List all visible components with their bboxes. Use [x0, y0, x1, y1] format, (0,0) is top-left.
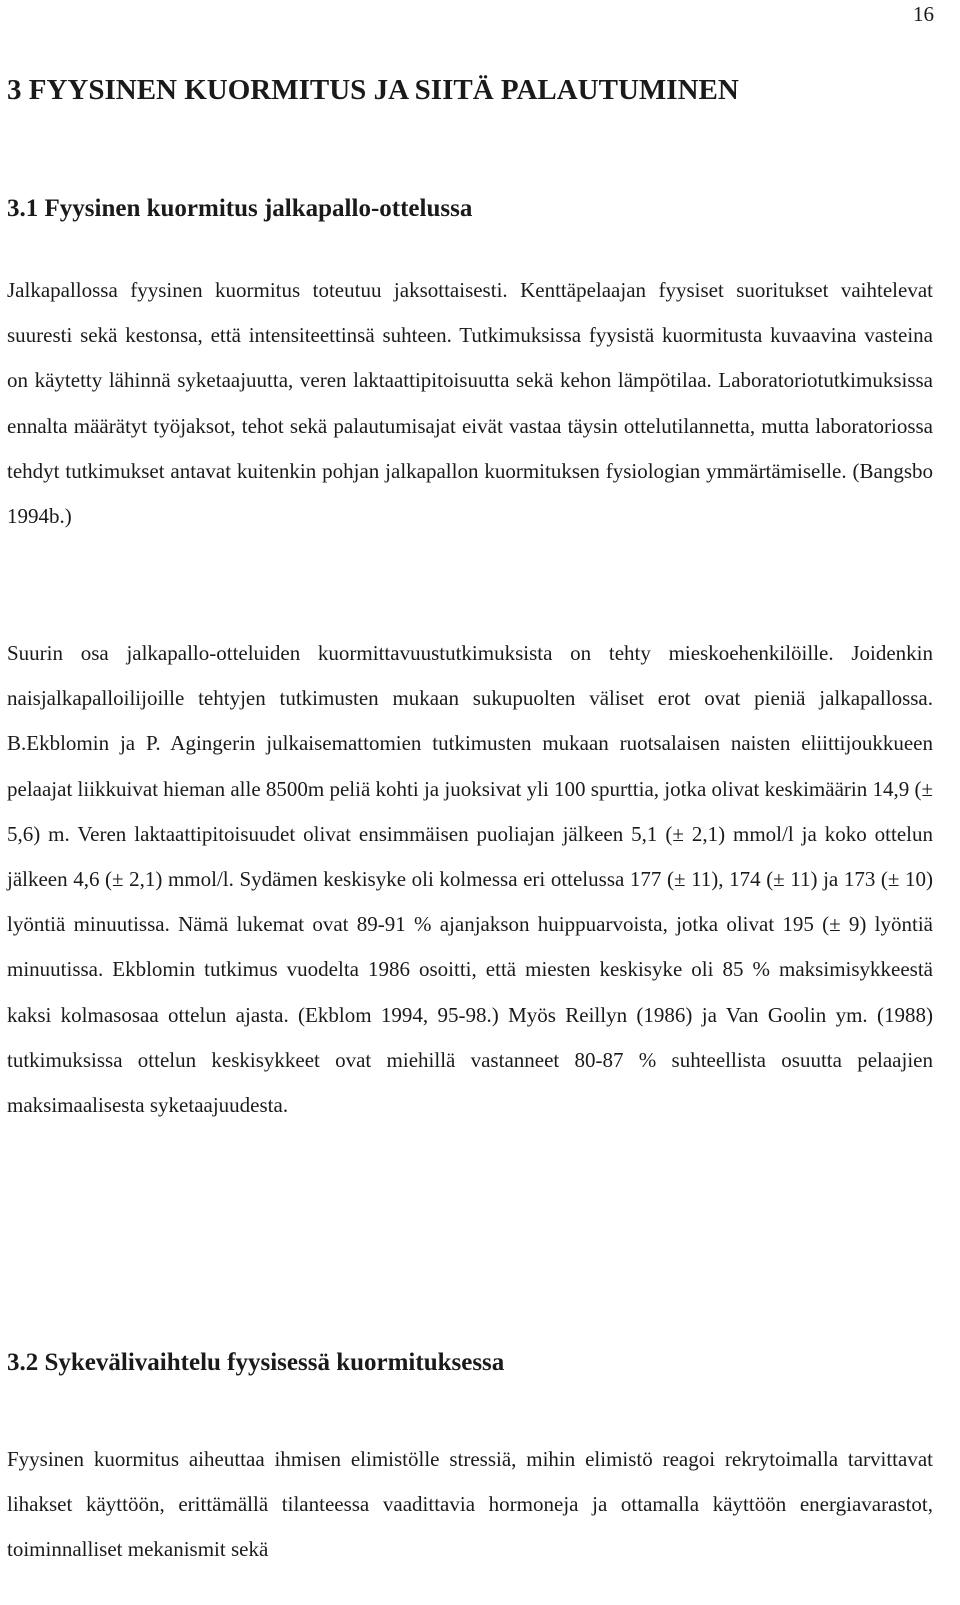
page-number: 16 — [913, 2, 934, 26]
paragraph-3-2-1: Fyysinen kuormitus aiheuttaa ihmisen elimistölle stressiä, mihin elimistö reagoi rekrytoimalla tarvittavat lihakset käyttöön, erittämällä tilanteessa vaadittavia hormoneja ja ottamalla käyttöön energiavarastot, toiminnalliset mekanismit sekä — [7, 1447, 933, 1562]
chapter-heading: 3 FYYSINEN KUORMITUS JA SIITÄ PALAUTUMINEN — [7, 74, 739, 106]
paragraph-3-1-2: Suurin osa jalkapallo-otteluiden kuormittavuustutkimuksista on tehty mieskoehenkilöille. Joidenkin naisjalkapalloilijoille tehtyjen tutkimusten mukaan sukupuolten väliset erot ovat pieniä jalkapallossa. B.Ekblomin ja P. Agingerin julkaisemattomien tutkimusten mukaan ruotsalaisen naisten eliittijoukkueen pelaajat liikkuivat hieman alle 8500m peliä kohti ja juoksivat yli 100 spurttia, jotka olivat keskimäärin 14,9 (± 5,6) m. Veren laktaattipitoisuudet olivat ensimmäisen puoliajan jälkeen 5,1 (± 2,1) mmol/l ja koko ottelun jälkeen 4,6 (± 2,1) mmol/l. Sydämen keskisyke oli kolmessa eri ottelussa 177 (± 11), 174 (± 11) ja 173 (± 10) lyöntiä minuutissa. Nämä lukemat ovat 89-91 % ajanjakson huippuarvoista, jotka olivat 195 (± 9) lyöntiä minuutissa. Ekblomin tutkimus vuodelta 1986 osoitti, että miesten keskisyke oli 85 % maksimisykkeestä kaksi kolmasosaa ottelun ajasta. (Ekblom 1994, 95-98.) Myös Reillyn (1986) ja Van Goolin ym. (1988) tutkimuksissa ottelun keskisykkeet ovat miehillä vastanneet 80-87 % suhteellista osuutta pelaajien maksimaalisesta syketaajuudesta. — [7, 641, 933, 1118]
paragraph-3-1-1: Jalkapallossa fyysinen kuormitus toteutuu jaksottaisesti. Kenttäpelaajan fyysiset suoritukset vaihtelevat suuresti sekä kestonsa, että intensiteettinsä suhteen. Tutkimuksissa fyysistä kuormitusta kuvaavina vasteina on käytetty lähinnä syketaajuutta, veren laktaattipitoisuutta sekä kehon lämpötilaa. Laboratoriotutkimuksissa ennalta määrätyt työjaksot, tehot sekä palautumisajat eivät vastaa täysin ottelutilannetta, mutta laboratoriossa tehdyt tutkimukset antavat kuitenkin pohjan jalkapallon kuormituksen fysiologian ymmärtämiselle. (Bangsbo 1994b.) — [7, 278, 933, 529]
section-heading-3-2: 3.2 Sykevälivaihtelu fyysisessä kuormituksessa — [7, 1349, 505, 1376]
section-heading-3-1: 3.1 Fyysinen kuormitus jalkapallo-ottelussa — [7, 195, 473, 222]
